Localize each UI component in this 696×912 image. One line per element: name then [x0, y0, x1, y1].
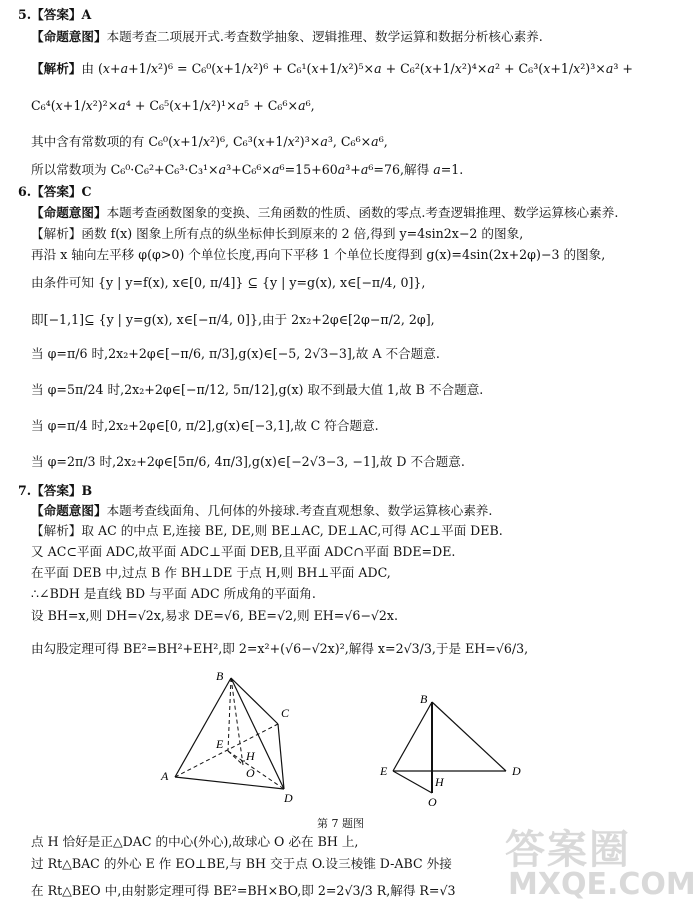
q7-line7: 点 H 恰好是正△DAC 的中心(外心),故球心 O 必在 BH 上,	[31, 834, 359, 849]
q7-figure-caption: 第 7 题图	[317, 817, 364, 830]
q7-line5: 设 BH=x,则 DH=√2x,易求 DE=√6, BE=√2,则 EH=√6−√2x.	[31, 608, 399, 623]
q5-result: 所以常数项为 C₆⁰·C₆²+C₆³·C₃¹×a³+C₆⁶×a⁶=15+60a³+a⁶=76,解得 a=1.	[31, 162, 464, 177]
q7-intent: 【命题意图】本题考查线面角、几何体的外接球.考查直观想象、数学运算核心素养.	[31, 503, 493, 518]
tetra-label-C: C	[281, 706, 290, 720]
section-label-D: D	[512, 764, 521, 778]
section-label-E: E	[380, 764, 388, 778]
section-triangle-figure	[393, 702, 506, 793]
q6-intent: 【命题意图】本题考查函数图象的变换、三角函数的性质、函数的零点.考查逻辑推理、数学运算核心素养.	[31, 205, 619, 220]
tetra-label-E: E	[216, 737, 224, 751]
tetra-label-B: B	[216, 669, 224, 683]
tetra-label-D: D	[284, 791, 293, 805]
q7-line2: 又 AC⊂平面 ADC,故平面 ADC⊥平面 DEB,且平面 ADC∩平面 BDE=DE.	[31, 544, 456, 559]
q6-case-b: 当 φ=5π/24 时,2x₂+2φ∈[−π/12, 5π/12],g(x) 取不到最大值 1,故 B 不合题意.	[31, 382, 484, 397]
tetra-label-O: O	[246, 766, 255, 780]
q5-expansion-line2: C₆⁴(x+1/x²)²×a⁴ + C₆⁵(x+1/x²)¹×a⁵ + C₆⁶×a⁶,	[31, 98, 315, 113]
q7-line4: ∴∠BDH 是直线 BD 与平面 ADC 所成角的平面角.	[31, 586, 316, 601]
q7-line6: 由勾股定理可得 BE²=BH²+EH²,即 2=x²+(√6−√2x)²,解得 x=2√3/3,于是 EH=√6/3,	[31, 641, 529, 656]
q7-line1: 【解析】取 AC 的中点 E,连接 BE, DE,则 BE⊥AC, DE⊥AC,可得 AC⊥平面 DEB.	[31, 523, 503, 538]
q6-case-c: 当 φ=π/4 时,2x₂+2φ∈[0, π/2],g(x)∈[−3,1],故 C 符合题意.	[31, 418, 379, 433]
tetrahedron-figure	[175, 678, 284, 789]
q5-intent: 【命题意图】本题考查二项展开式.考查数学抽象、逻辑推理、数学运算和数据分析核心素养.	[31, 29, 543, 44]
q7-line9: 在 Rt△BEO 中,由射影定理可得 BE²=BH×BO,即 2=2√3/3 R,解得 R=√3	[31, 883, 456, 898]
tetra-label-H: H	[246, 749, 255, 763]
q6-line4: 即[−1,1]⊆ {y | y=g(x), x∈[−π/4, 0]},由于 2x₂+2φ∈[2φ−π/2, 2φ],	[31, 312, 435, 327]
watermark-logo: 答案圈	[505, 827, 631, 873]
q6-case-d: 当 φ=2π/3 时,2x₂+2φ∈[5π/6, 4π/3],g(x)∈[−2√3−3, −1],故 D 不合题意.	[31, 454, 465, 469]
q7-heading: 7.【答案】B	[18, 483, 93, 498]
tetra-label-A: A	[161, 769, 169, 783]
q5-heading: 5.【答案】A	[18, 7, 92, 22]
q6-heading: 6.【答案】C	[18, 184, 92, 199]
q5-constant-terms: 其中含有常数项的有 C₆⁰(x+1/x²)⁶, C₆³(x+1/x²)³×a³, C₆⁶×a⁶,	[31, 134, 388, 149]
q5-expansion-line1: 【解析】由 (x+a+1/x²)⁶ = C₆⁰(x+1/x²)⁶ + C₆¹(x+1/x²)⁵×a + C₆²(x+1/x²)⁴×a² + C₆³(x+1/x²)³×a³ +	[31, 61, 633, 76]
q7-line8: 过 Rt△BAC 的外心 E 作 EO⊥BE,与 BH 交于点 O.设三棱锥 D-ABC 外接	[31, 856, 452, 871]
watermark-url: MXQE.COM	[508, 867, 696, 902]
q6-line1: 【解析】函数 f(x) 图象上所有点的纵坐标伸长到原来的 2 倍,得到 y=4sin2x−2 的图象,	[31, 226, 524, 241]
section-label-H: H	[435, 775, 444, 789]
q7-figure	[0, 665, 675, 815]
q6-line3: 由条件可知 {y | y=f(x), x∈[0, π/4]} ⊆ {y | y=g(x), x∈[−π/4, 0]},	[31, 275, 426, 290]
q7-line3: 在平面 DEB 中,过点 B 作 BH⊥DE 于点 H,则 BH⊥平面 ADC,	[31, 565, 391, 580]
section-label-B: B	[420, 692, 428, 706]
q6-line2: 再沿 x 轴向左平移 φ(φ>0) 个单位长度,再向下平移 1 个单位长度得到 g(x)=4sin(2x+2φ)−3 的图象,	[31, 247, 606, 262]
section-label-O: O	[428, 795, 437, 809]
q6-case-a: 当 φ=π/6 时,2x₂+2φ∈[−π/6, π/3],g(x)∈[−5, 2√3−3],故 A 不合题意.	[31, 346, 440, 361]
